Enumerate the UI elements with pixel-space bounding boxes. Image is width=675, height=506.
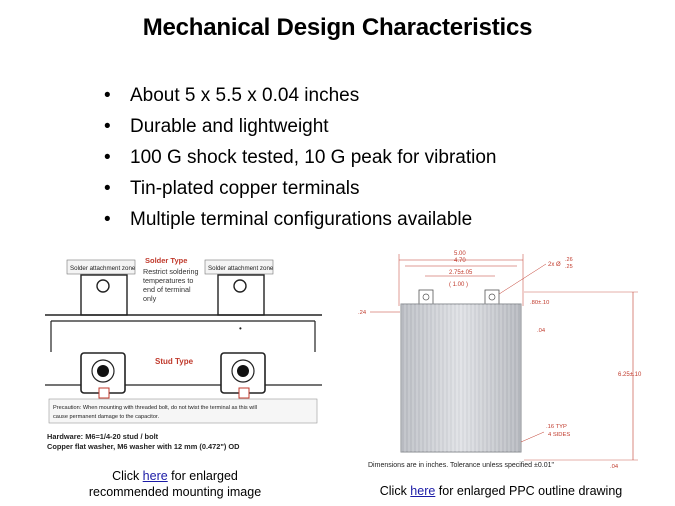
dim-label: 4.70 — [454, 258, 466, 264]
terminal-hole-icon — [97, 280, 109, 292]
bullet-text: 100 G shock tested, 10 G peak for vibration — [130, 147, 497, 168]
dim-label: 2.75±.05 — [449, 270, 473, 276]
stud-bolt-icon — [97, 365, 109, 377]
dimension-note: Dimensions are in inches. Tolerance unless specified ±0.01" — [368, 462, 554, 469]
solder-type-line: Restrict soldering — [143, 267, 199, 276]
svg-text:•: • — [239, 324, 242, 333]
solder-type-line: end of terminal — [143, 285, 191, 294]
solder-zone-label: Solder attachment zone — [208, 265, 274, 272]
bullet-item — [104, 173, 496, 204]
dim-label: .04 — [610, 464, 619, 470]
precaution-text: Precaution: When mounting with threaded bolt, do not twist the terminal as this will — [53, 405, 257, 411]
dim-label: .26 — [565, 257, 573, 263]
terminal-hole-icon — [234, 280, 246, 292]
dim-label: 4 SIDES — [548, 432, 571, 438]
mounting-caption — [60, 468, 290, 500]
slide-title: Mechanical Design Characteristics — [142, 14, 533, 41]
dim-label: .04 — [537, 328, 546, 334]
outline-drawing-link[interactable]: here — [410, 484, 436, 498]
dim-label: .24 — [358, 310, 367, 316]
dim-label: ( 1.00 ) — [449, 282, 469, 288]
bullet-item — [104, 111, 496, 142]
caption-text: Click — [379, 484, 411, 498]
outline-figure — [356, 246, 648, 474]
bullet-text: About 5 x 5.5 x 0.04 inches — [130, 85, 360, 106]
bullet-text: Tin-plated copper terminals — [130, 178, 360, 199]
bullet-dot-icon: • — [104, 116, 111, 137]
stud-type-title: Stud Type — [155, 357, 194, 366]
mounting-figure — [45, 253, 322, 460]
outline-caption — [355, 483, 647, 499]
dim-label: .25 — [565, 264, 573, 270]
bullet-item — [104, 80, 496, 111]
precaution-text: cause permanent damage to the capacitor. — [53, 414, 160, 420]
bullet-dot-icon: • — [104, 85, 111, 106]
solder-zone-label: Solder attachment zone — [70, 265, 136, 272]
bullet-dot-icon: • — [104, 178, 111, 199]
bullet-item — [104, 142, 496, 173]
dim-label: 5.00 — [454, 251, 466, 257]
mounting-drawing — [45, 253, 322, 460]
dim-label: 2x Ø — [548, 262, 561, 268]
bullet-dot-icon: • — [104, 147, 111, 168]
dim-label: .16 TYP — [546, 424, 567, 430]
dim-label: .80±.10 — [530, 300, 550, 306]
bullet-text: Durable and lightweight — [130, 116, 329, 137]
hardware-text: Hardware: M6=1/4-20 stud / bolt — [47, 432, 159, 441]
solder-type-line: only — [143, 294, 157, 303]
bullet-item — [104, 204, 496, 235]
bullet-dot-icon: • — [104, 209, 111, 230]
stud-bolt-icon — [237, 365, 249, 377]
caption-text: for enlarged PPC outline drawing — [435, 484, 623, 498]
mounting-image-link[interactable]: here — [142, 469, 168, 483]
caption-text: Click — [112, 469, 143, 483]
outline-drawing — [356, 246, 648, 474]
solder-type-title: Solder Type — [145, 256, 188, 265]
dim-label: 6.25±.10 — [618, 372, 642, 378]
solder-type-line: temperatures to — [143, 276, 194, 285]
caption-text: recommended mounting image — [88, 485, 262, 499]
bullet-text: Multiple terminal configurations available — [130, 209, 473, 230]
caption-text: for enlarged — [167, 469, 238, 483]
bullet-list — [104, 80, 496, 235]
hardware-text: Copper flat washer, M6 washer with 12 mm (0.472") OD — [47, 442, 240, 451]
